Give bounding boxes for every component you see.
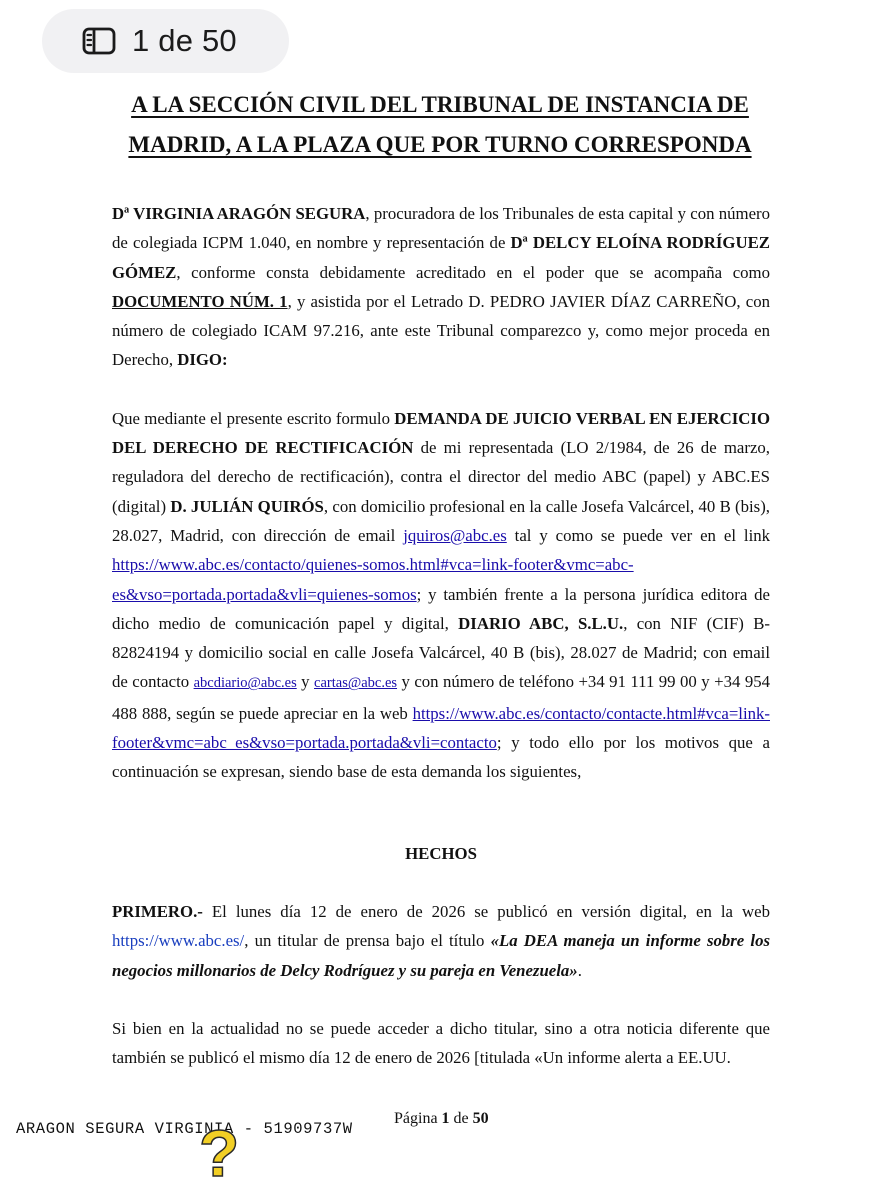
link-abc[interactable]: https://www.abc.es/: [112, 931, 245, 951]
text: ; y también frente a la persona jurídica editora de dicho medio de comunicación papel y digital,: [112, 584, 770, 633]
text: , y asistida por el Letrado D. PEDRO JAVIER DÍAZ CARREÑO, con número de colegiado ICAM 97.216, ante este Tribunal comparezco y, como mejor proceda en Derecho,: [112, 291, 770, 370]
email-link-cartas[interactable]: cartas@abc.es: [314, 675, 398, 692]
title-line-1: A LA SECCIÓN CIVIL DEL TRIBUNAL DE INSTANCIA DE: [131, 92, 749, 117]
text: , con NIF (CIF) B-82824194 y domicilio social en calle Josefa Valcárcel, 40 B (bis), 28.027 de Madrid; con email de contacto: [112, 613, 770, 692]
link-contacte[interactable]: https://www.abc.es/contacto/contacte.html#vca=link-footer&vmc=abc_es&vso=portada.portada&vli=contacto: [112, 703, 770, 753]
procuradora-name: Dª VIRGINIA ARAGÓN SEGURA: [112, 204, 366, 223]
represented-name: Dª DELCY ELOÍNA RODRÍGUEZ GÓMEZ: [112, 233, 770, 282]
text: , conforme consta debidamente acreditado en el poder que se acompaña como: [176, 262, 770, 282]
claim-type: DEMANDA DE JUICIO VERBAL EN EJERCICIO DEL DERECHO DE RECTIFICACIÓN: [112, 408, 770, 458]
text: , un titular de prensa bajo el título: [244, 931, 491, 951]
question-mark-overlay: ?: [199, 1116, 240, 1190]
document-title: [60, 85, 820, 165]
text: Que mediante el presente escrito formulo: [112, 408, 395, 428]
text: de: [449, 1110, 473, 1127]
text: El lunes día 12 de enero de 2026 se publicó en versión digital, en la web: [202, 901, 770, 921]
text: , procuradora de los Tribunales de esta capital y con número de colegiada ICPM 1.040, en nombre y representación de: [112, 204, 770, 253]
page-number-footer: [394, 1110, 489, 1128]
text: tal y como se puede ver en el link: [506, 525, 771, 545]
claim-paragraph: [112, 404, 770, 787]
company-name: DIARIO ABC, S.L.U.: [458, 613, 624, 633]
text: y con número de teléfono +34 91 111 99 00 y +34 954 488 888, según se puede apreciar en la web: [112, 672, 770, 723]
text: .: [577, 960, 582, 980]
email-link-jquiros[interactable]: jquiros@abc.es: [403, 525, 507, 545]
primero-paragraph: [112, 897, 770, 985]
page-indicator-label: 1 de 50: [132, 23, 237, 58]
text: y: [296, 672, 315, 692]
headline-title: «La DEA maneja un informe sobre los negocios millonarios de Delcy Rodríguez y su pareja en Venezuela»: [112, 931, 770, 980]
page-current: 1: [441, 1110, 450, 1127]
page-indicator[interactable]: [42, 9, 289, 73]
text: Página: [394, 1110, 442, 1127]
primero-label: PRIMERO.-: [112, 901, 203, 921]
email-link-abcdiario[interactable]: abcdiario@abc.es: [193, 675, 297, 692]
text: de mi representada (LO 2/1984, de 26 de marzo, reguladora del derecho de rectificación), contra el director del medio ABC (papel) y ABC.ES (digital): [112, 438, 770, 516]
link-quienes-somos[interactable]: https://www.abc.es/contacto/quienes-somos.html#vca=link-footer&vmc=abc-es&vso=portada.portada&vli=quienes-somos: [112, 555, 634, 604]
intro-paragraph: [112, 199, 770, 375]
text: ; y todo ello por los motivos que a continuación se expresan, siendo base de esta demanda los siguientes,: [112, 733, 770, 782]
page-total: 50: [472, 1110, 489, 1127]
sidebar-icon: [82, 27, 116, 55]
text: , con domicilio profesional en la calle Josefa Valcárcel, 40 B (bis), 28.027, Madrid, con dirección de email: [112, 496, 770, 545]
document-reference: DOCUMENTO NÚM. 1: [112, 291, 288, 311]
second-paragraph: Si bien en la actualidad no se puede acceder a dicho titular, sino a otra noticia diferente que también se publicó el mismo día 12 de enero de 2026 [titulada «Un informe alerta a EE.UU.: [112, 1018, 770, 1068]
director-name: D. JULIÁN QUIRÓS: [170, 496, 324, 516]
document-body: [112, 199, 770, 1072]
title-line-2: MADRID, A LA PLAZA QUE POR TURNO CORRESPONDA: [128, 132, 752, 157]
signature-footer: ARAGON SEGURA VIRGINIA - 51909737W: [16, 1120, 353, 1138]
digo-label: DIGO:: [177, 350, 228, 370]
hechos-heading: HECHOS: [405, 843, 477, 863]
